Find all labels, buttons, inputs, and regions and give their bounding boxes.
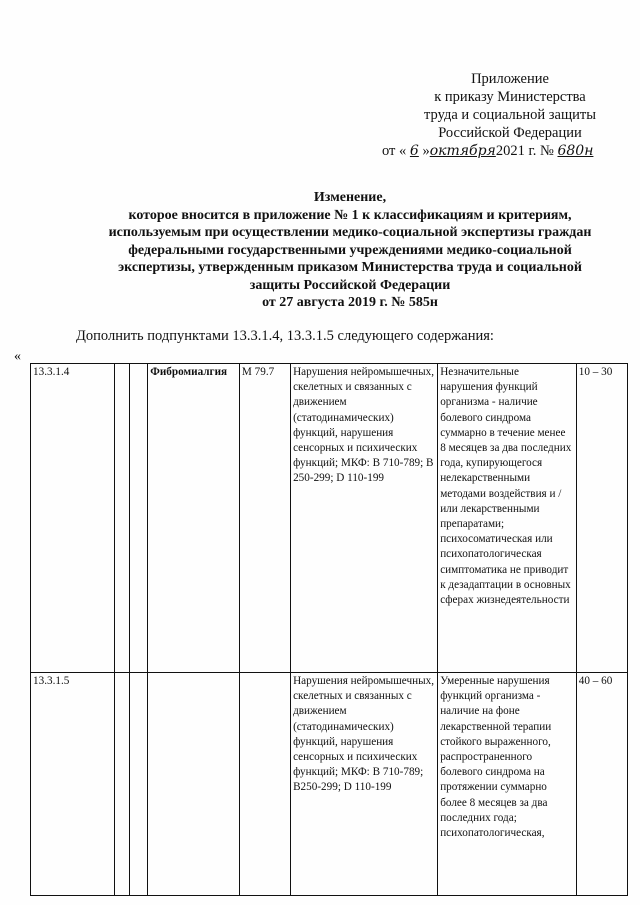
document-title	[60, 189, 640, 312]
impairments-cell: Нарушения нейромышечных, скелетных и связанных с движением (статодинамических) функций, нарушения сенсорных и психических функций; МКФ: В 710-789; В 250-299; D 110-199	[291, 364, 438, 673]
handwritten-day: 6	[409, 143, 419, 159]
date-mid: »	[422, 143, 430, 159]
appendix-header	[380, 70, 640, 160]
handwritten-number: 680н	[557, 143, 594, 159]
title-line-1: Изменение,	[313, 190, 387, 205]
empty-cell	[130, 673, 148, 896]
empty-cell	[130, 364, 148, 673]
code-cell: 13.3.1.5	[31, 673, 115, 896]
title-line-2: которое вносится в приложение № 1 к классификациям и критериям,	[128, 207, 572, 223]
empty-cell	[115, 364, 130, 673]
title-line-7: от 27 августа 2019 г. № 585н	[262, 295, 438, 310]
ministry-name: труда и социальной защиты	[424, 107, 596, 123]
year-label: 2021 г. №	[495, 143, 554, 159]
country-name: Российской Федерации	[438, 125, 582, 141]
title-line-5: экспертизы, утвержденным приказом Министерства труда и социальной	[118, 260, 582, 275]
table-row	[31, 673, 628, 896]
table-row	[31, 364, 628, 673]
icd-cell	[239, 673, 290, 896]
diagnosis-cell: Фибромиалгия	[148, 364, 240, 673]
intro-text: Дополнить подпунктами 13.3.1.4, 13.3.1.5 следующего содержания:	[76, 328, 494, 344]
code-cell: 13.3.1.4	[31, 364, 115, 673]
criteria-table	[30, 363, 628, 896]
title-line-3: используемым при осуществлении медико-социальной экспертизы граждан	[108, 225, 592, 240]
criteria-cell: Умеренные нарушения функций организма - наличие на фоне лекарственной терапии стойкого выраженного, распространенного болевого синдрома на протяжении суммарно более 8 месяцев за два последних года; психопатологическая,	[438, 673, 577, 896]
percent-cell: 10 – 30	[576, 364, 627, 673]
opening-quote: «	[14, 349, 21, 364]
handwritten-month: октября	[429, 143, 496, 159]
title-line-4: федеральными государственными учреждениями медико-социальной	[128, 242, 572, 258]
diagnosis-cell	[148, 673, 240, 896]
order-date-line	[382, 142, 640, 160]
criteria-cell: Незначительные нарушения функций организма - наличие болевого синдрома суммарно в течение менее 8 месяцев за два последних года, купирующегося нелекарственными методами воздействия и /или лекарственными препаратами; психосоматическая или психопатологическая симптоматика не приводит к дезадаптации в основных сферах жизнедеятельности	[438, 364, 577, 673]
date-prefix: от «	[382, 143, 407, 159]
icd-cell: М 79.7	[239, 364, 290, 673]
title-line-6: защиты Российской Федерации	[249, 277, 451, 293]
empty-cell	[115, 673, 130, 896]
impairments-cell: Нарушения нейромышечных, скелетных и связанных с движением (статодинамических) функций, нарушения сенсорных и психических функций; МКФ: В 710-789; В250-299; D 110-199	[291, 673, 438, 896]
appendix-label: Приложение	[471, 71, 549, 87]
order-reference: к приказу Министерства	[434, 89, 586, 105]
percent-cell: 40 – 60	[576, 673, 627, 896]
